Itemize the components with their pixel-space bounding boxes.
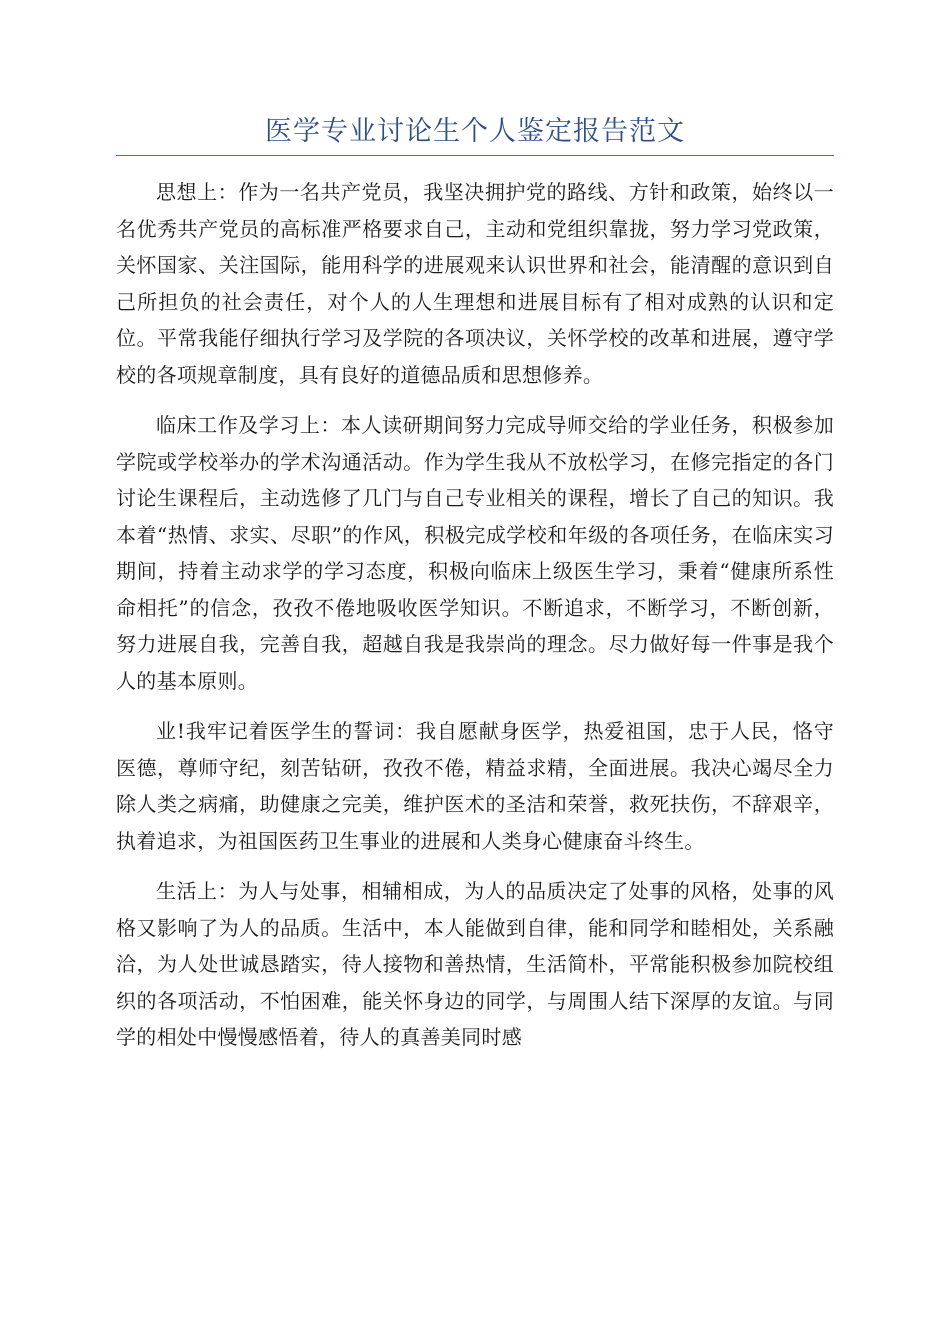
paragraph-ideology: 思想上：作为一名共产党员，我坚决拥护党的路线、方针和政策，始终以一名优秀共产党员的高标准严格要求自己，主动和党组织靠拢，努力学习党政策，关怀国家、关注国际，能用科学的进展观来认识世界和社会，能清醒的意识到自己所担负的社会责任，对个人的人生理想和进展目标有了相对成熟的认识和定位。平常我能仔细执行学习及学院的各项决议，关怀学校的改革和进展，遵守学校的各项规章制度，具有良好的道德品质和思想修养。 (116, 180, 834, 387)
page-title: 医学专业讨论生个人鉴定报告范文 (265, 116, 685, 147)
paragraph-oath: 业!我牢记着医学生的誓词：我自愿献身医学，热爱祖国，忠于人民，恪守医德，尊师守纪，刻苦钻研，孜孜不倦，精益求精，全面进展。我决心竭尽全力除人类之病痛，助健康之完美，维护医术的圣洁和荣誉，救死扶伤，不辞艰辛，执着追求，为祖国医药卫生事业的进展和人类身心健康奋斗终生。 (116, 719, 834, 853)
paragraph-clinical-study: 临床工作及学习上：本人读研期间努力完成导师交给的学业任务，积极参加学院或学校举办的学术沟通活动。作为学生我从不放松学习，在修完指定的各门讨论生课程后，主动选修了几门与自己专业相关的课程，增长了自己的知识。我本着“热情、求实、尽职”的作风，积极完成学校和年级的各项任务，在临床实习期间，持着主动求学的学习态度，积极向临床上级医生学习，秉着“健康所系性命相托”的信念，孜孜不倦地吸收医学知识。不断追求，不断学习，不断创新，努力进展自我，完善自我，超越自我是我崇尚的理念。尽力做好每一件事是我个人的基本原则。 (116, 413, 834, 693)
document-body (116, 174, 834, 1070)
paragraph-life: 生活上：为人与处事，相辅相成，为人的品质决定了处事的风格，处事的风格又影响了为人的品质。生活中，本人能做到自律，能和同学和睦相处，关系融洽，为人处世诚恳踏实，待人接物和善热情，生活简朴，平常能积极参加院校组织的各项活动，不怕困难，能关怀身边的同学，与周围人结下深厚的友谊。与同学的相处中慢慢感悟着，待人的真善美同时感 (116, 879, 834, 1049)
title-underline (116, 155, 834, 156)
